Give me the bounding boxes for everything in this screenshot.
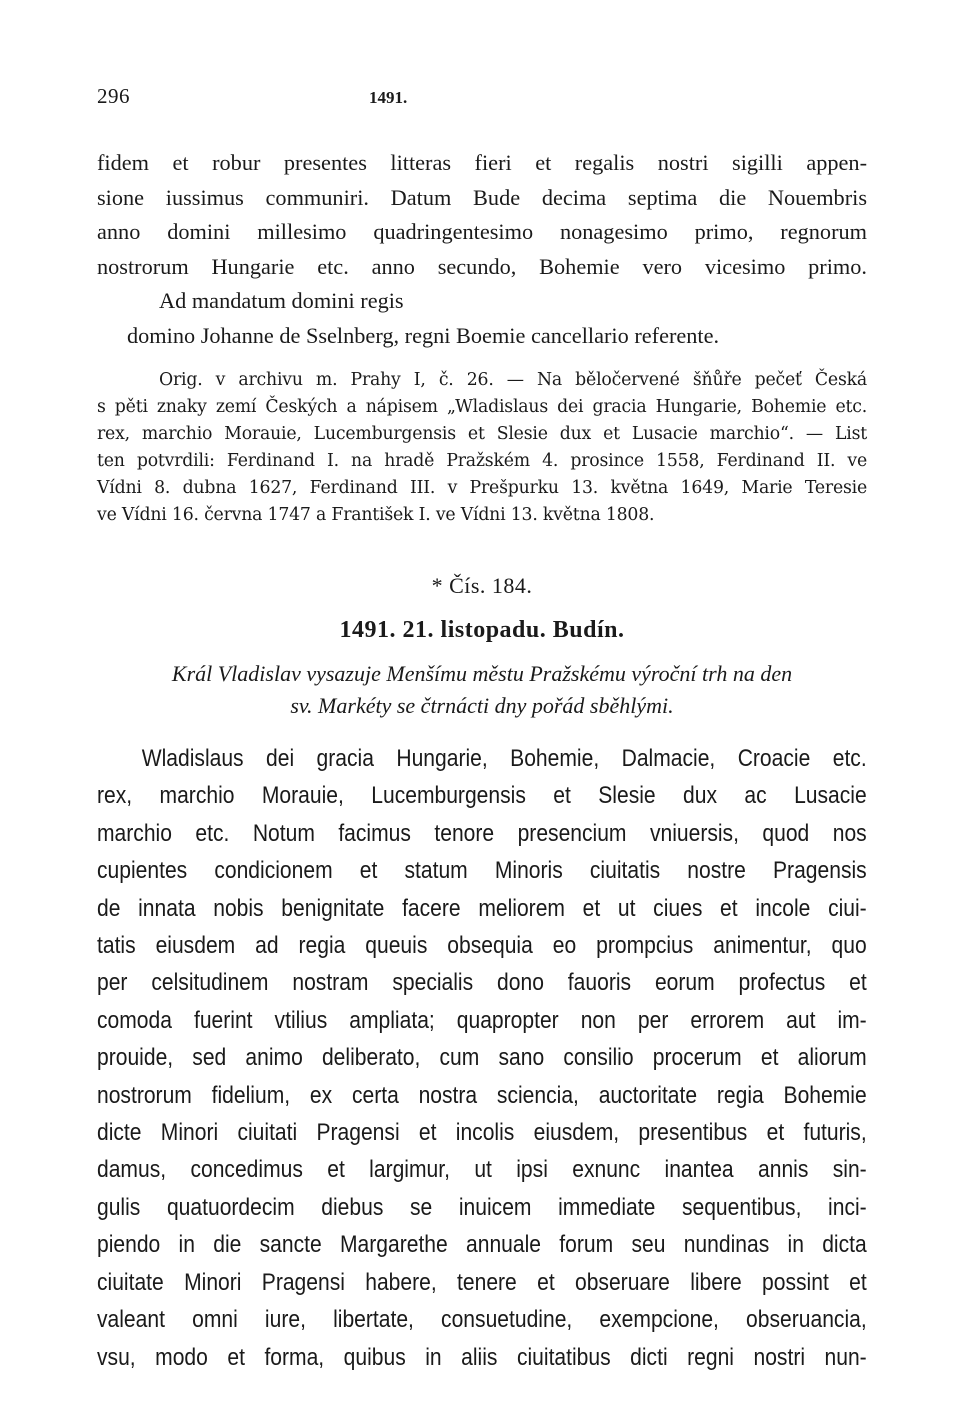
text-line: de innata nobis benignitate facere meliorem et ut ciues et incole ciui- — [97, 894, 867, 922]
text-line: comoda fuerint vtilius ampliata; quapropter non per errorem aut im- — [97, 1006, 867, 1034]
text-line: valeant omni iure, libertate, consuetudine, exempcione, obseruancia, — [97, 1306, 867, 1334]
text-line: rex, marchio Morauie, Lucemburgensis et Slesie dux ac Lusacie — [97, 782, 867, 810]
charter-text — [97, 740, 867, 1376]
summary-line: sv. Markéty se čtrnácti dny pořád sběhlými. — [290, 693, 674, 718]
running-header — [97, 84, 867, 114]
closing-paragraph — [97, 146, 867, 353]
text-line: cupientes condicionem et statum Minoris ciuitatis nostre Pragensis — [97, 857, 867, 885]
text-line: nostrorum fidelium, ex certa nostra sciencia, auctoritate regia Bohemie — [97, 1081, 867, 1109]
text-line: vsu, modo et forma, quibus in aliis ciuitatibus dicti regni nostri nun- — [97, 1343, 867, 1371]
note-line: s pěti znaky zemí Českých a nápisem „Wladislaus dei gracia Hungarie, Bohemie etc. — [97, 397, 867, 417]
text-line: gulis quatuordecim diebus se inuicem immediate sequentibus, inci- — [97, 1193, 867, 1221]
note-line: Orig. v archivu m. Prahy I, č. 26. — Na běločervené šňůře pečeť Česká — [159, 370, 867, 390]
text-line: per celsitudinem nostram specialis dono fauoris eorum profectus et — [97, 969, 867, 997]
note-line: Vídni 8. dubna 1627, Ferdinand III. v Prešpurku 13. května 1649, Marie Teresie — [97, 478, 867, 498]
running-header-year: 1491. — [369, 88, 408, 107]
document-number: * Čís. 184. — [431, 573, 533, 598]
note-line: rex, marchio Morauie, Lucemburgensis et Slesie dux et Lusacie marchio“. — List — [97, 424, 867, 444]
text-line: dicte Minori ciuitati Pragensi et incolis eiusdem, presentibus et futuris, — [97, 1119, 867, 1147]
text-line: sione iussimus communiri. Datum Bude decima septima die Nouembris — [97, 184, 867, 210]
text-line: domino Johanne de Sselnberg, regni Boemie cancellario referente. — [127, 322, 720, 348]
text-line: Wladislaus dei gracia Hungarie, Bohemie, Dalmacie, Croacie etc. — [141, 745, 867, 772]
text-line: nostrorum Hungarie etc. anno secundo, Bohemie vero vicesimo primo. — [97, 253, 867, 279]
text-line: Ad mandatum domini regis — [159, 288, 404, 313]
archival-note — [97, 367, 867, 529]
text-line: prouide, sed animo deliberato, cum sano consilio procerum et aliorum — [97, 1044, 867, 1072]
text-line: tatis eiusdem ad regia queuis obsequia eo prompcius animentur, quo — [97, 932, 867, 960]
text-line: marchio etc. Notum facimus tenore presencium vniuersis, quod nos — [97, 819, 867, 847]
text-line: fidem et robur presentes litteras fieri et regalis nostri sigilli appen- — [97, 150, 867, 175]
text-line: ciuitate Minori Pragensi habere, tenere et obseruare libere possint et — [97, 1268, 867, 1296]
text-line: damus, concedimus et largimur, ut ipsi exnunc inantea annis sin- — [97, 1156, 867, 1184]
note-line: ve Vídni 16. června 1747 a František I. ve Vídni 13. května 1808. — [97, 505, 655, 525]
summary-line: Král Vladislav vysazuje Menšímu městu Pražskému výroční trh na den — [171, 661, 793, 686]
text-line: piendo in die sancte Margarethe annuale forum seu nundinas in dicta — [97, 1231, 867, 1259]
document-summary — [97, 658, 867, 722]
text-line: anno domini millesimo quadringentesimo nonagesimo primo, regnorum — [97, 219, 867, 244]
document-date-heading: 1491. 21. listopadu. Budín. — [339, 617, 625, 643]
book-page — [97, 84, 867, 1376]
note-line: ten potvrdili: Ferdinand I. na hradě Pražském 4. prosince 1558, Ferdinand II. ve — [97, 451, 867, 471]
page-number: 296 — [97, 84, 130, 108]
